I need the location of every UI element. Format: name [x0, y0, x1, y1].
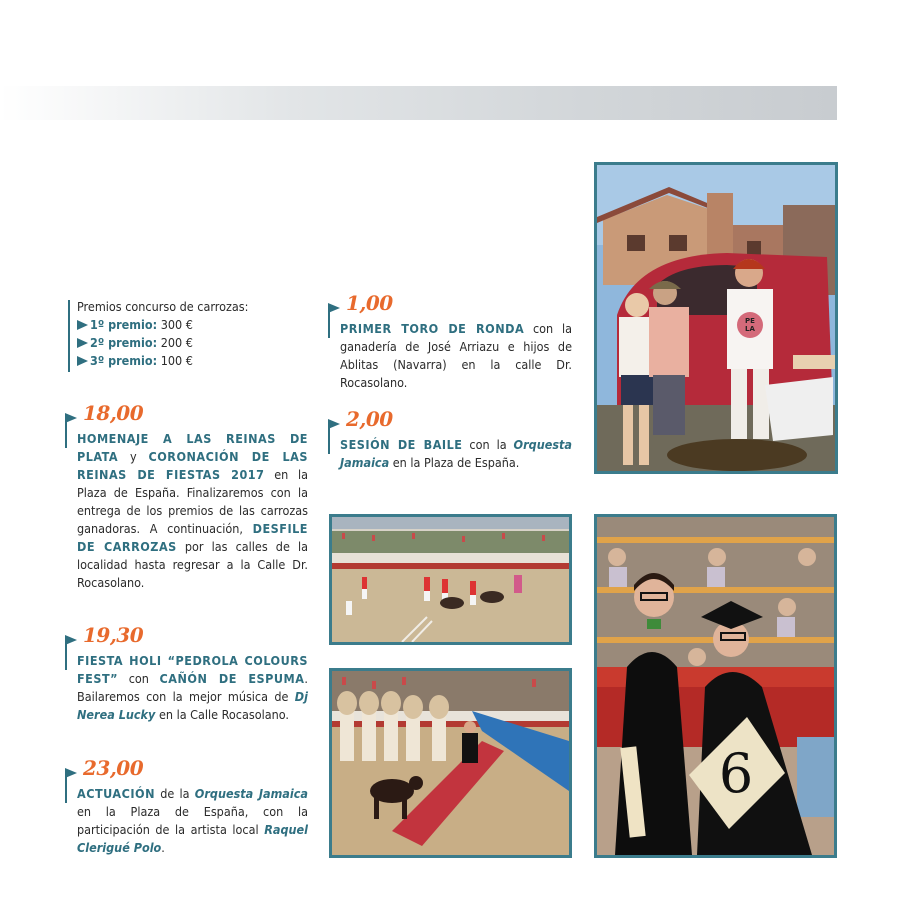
prize-intro: Premios concurso de carrozas: [77, 299, 249, 314]
photo-bullring-runners [329, 514, 572, 645]
event-time: 18,00 [83, 401, 144, 425]
prize-list [68, 298, 308, 370]
event-time: 2,00 [346, 407, 393, 431]
event-description: HOMENAJE A LAS REINAS DE PLATA y CORONACIÓN DE LAS REINAS DE FIESTAS 2017 en la Plaza de España. Finalizaremos con la entrega de los premios de las carrozas ganadoras. A continuación, DESFILE DE CARROZAS por las calles de la localidad hasta regresar a la Calle Dr. Rocasolano. [77, 431, 308, 590]
event-time: 19,30 [83, 623, 144, 647]
sign-number: 6 [718, 742, 754, 805]
event-2300 [77, 756, 308, 857]
event-description: ACTUACIÓN de la Orquesta Jamaica en la Plaza de España, con la participación de la artista local Raquel Clerigué Polo. [77, 786, 308, 855]
photo-graduates [594, 514, 837, 858]
event-0100 [340, 291, 572, 392]
event-time: 1,00 [346, 291, 393, 315]
photo-family-street-image [597, 165, 835, 471]
prize-row-1: 1º premio: 300 € [77, 316, 308, 334]
svg-text:LA: LA [745, 325, 755, 333]
photo-bull-ramp [329, 668, 572, 858]
photo-family-street [594, 162, 838, 474]
photo-bull-ramp-image [332, 671, 569, 855]
triangle-bullet-icon [77, 338, 88, 348]
event-1800 [77, 401, 308, 592]
event-description: FIESTA HOLI “PEDROLA COLOURS FEST” con CAÑÓN DE ESPUMA. Bailaremos con la mejor música de Dj Nerea Lucky en la Calle Rocasolano. [77, 653, 308, 722]
svg-text:PE: PE [745, 317, 755, 325]
event-description: SESIÓN DE BAILE con la Orquesta Jamaica en la Plaza de España. [340, 437, 573, 470]
event-0200 [340, 407, 573, 472]
triangle-bullet-icon [77, 320, 88, 330]
photo-graduates-image [597, 517, 834, 855]
prize-row-3: 3º premio: 100 € [77, 352, 308, 370]
triangle-bullet-icon [77, 356, 88, 366]
prize-list-bar [68, 300, 70, 372]
event-description: PRIMER TORO DE RONDA con la ganadería de José Arriazu e hijos de Ablitas (Navarra) en la calle Dr. Rocasolano. [340, 321, 572, 390]
photo-bullring-runners-image [332, 517, 569, 642]
prize-row-2: 2º premio: 200 € [77, 334, 308, 352]
event-1930 [77, 623, 308, 724]
event-time: 23,00 [83, 756, 144, 780]
header-band [0, 86, 837, 120]
